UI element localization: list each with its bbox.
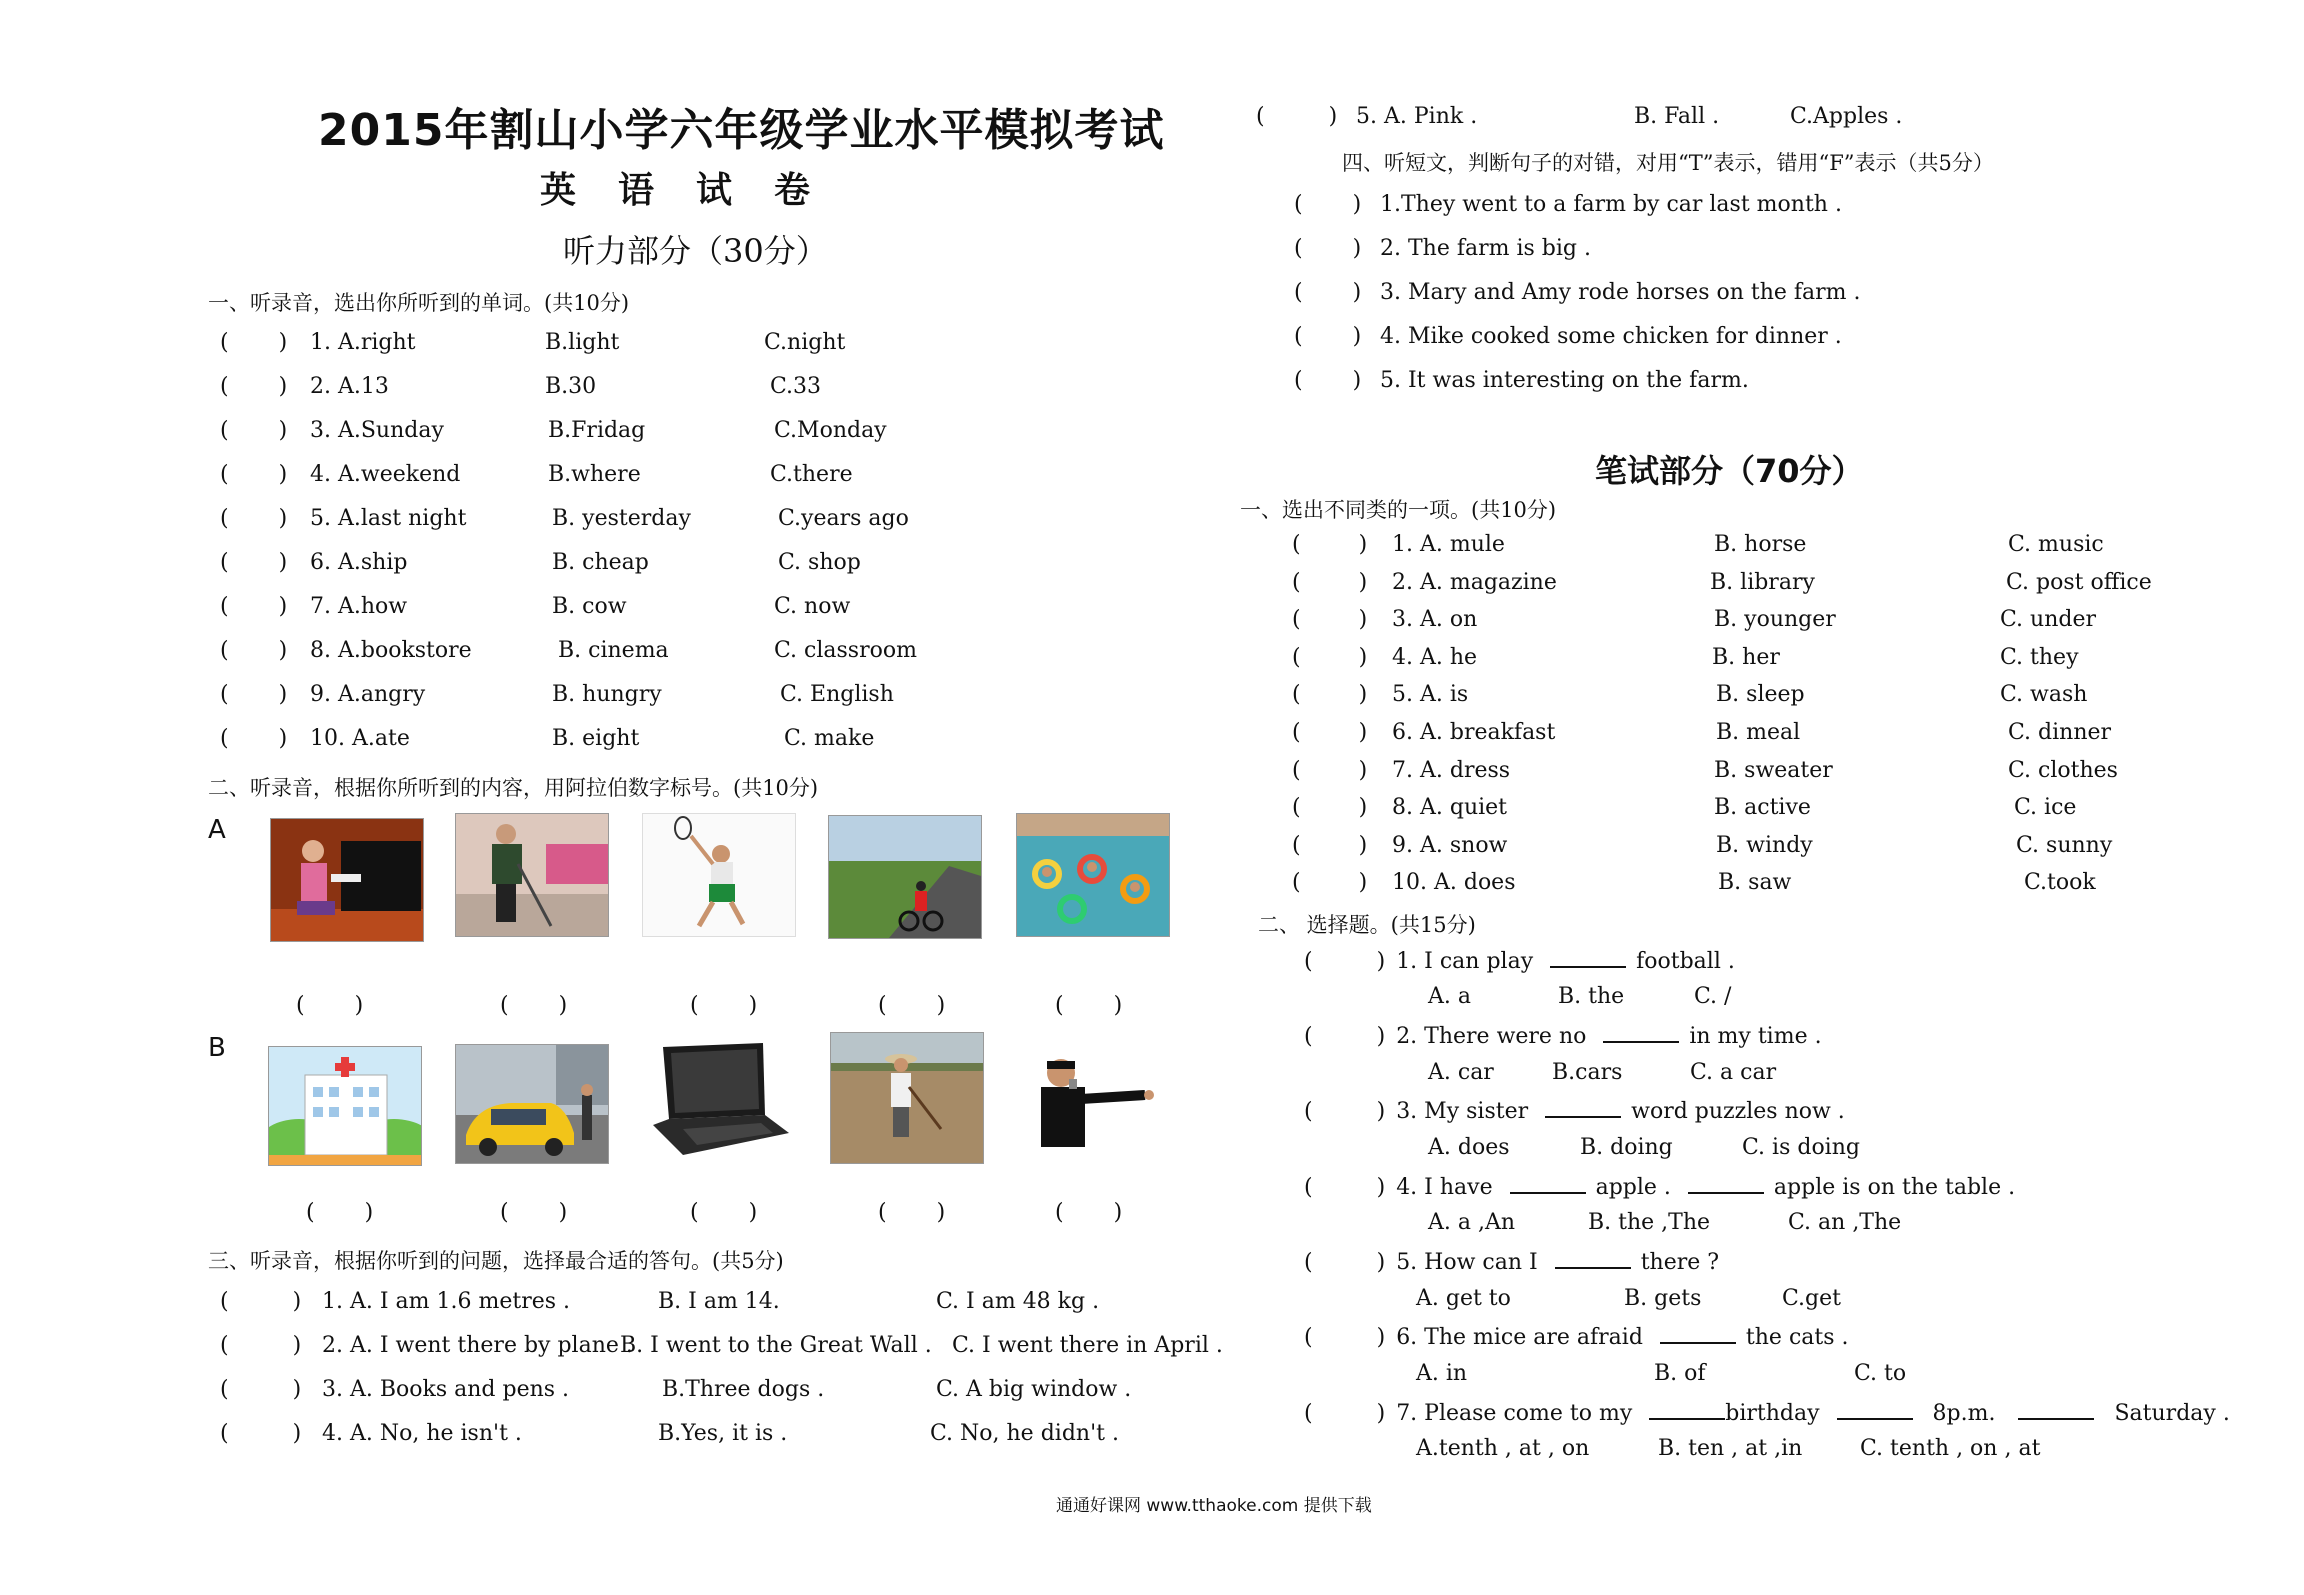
l4-item-5-answer[interactable]: ( )	[1294, 368, 1362, 393]
w1-item-7-answer[interactable]: ( )	[1292, 757, 1368, 783]
l2-a-answer-5[interactable]: ( )	[1055, 993, 1123, 1018]
w2-q1-opt-c: C. /	[1694, 984, 1732, 1009]
w1-item-3-option-a: 3. A. on	[1392, 607, 1478, 633]
l1-item-7-answer[interactable]: ( )	[220, 594, 288, 619]
l4-item-4-text: 4. Mike cooked some chicken for dinner .	[1380, 324, 1842, 349]
w1-item-10-option-c: C.took	[2024, 870, 2096, 896]
l3-item-2-option-c: C. I went there in April .	[952, 1333, 1223, 1358]
l3-item-3-option-b: B.Three dogs .	[662, 1377, 825, 1402]
l1-item-9-option-a: 9. A.angry	[310, 682, 426, 707]
l1-instruction: 一、听录音，选出你所听到的单词。(共10分)	[208, 291, 630, 315]
l1-item-8-option-b: B. cinema	[558, 638, 669, 663]
l1-item-4-option-a: 4. A.weekend	[310, 462, 461, 487]
w2-q1-opt-a: A. a	[1428, 984, 1471, 1009]
w1-item-9	[1292, 833, 1367, 858]
l3-item-1-option-b: B. I am 14.	[658, 1289, 780, 1314]
w2-q4-blank-1[interactable]	[1510, 1174, 1586, 1194]
w2-q3: ( ) 3. My sister word puzzles now .	[1304, 1099, 1845, 1124]
w2-q6-opt-b: B. of	[1654, 1361, 1706, 1386]
l3-item-4-option-a: 4. A. No, he isn't .	[322, 1421, 522, 1446]
l4-item-3-text: 3. Mary and Amy rode horses on the farm .	[1380, 280, 1861, 305]
w1-item-4	[1292, 645, 1367, 670]
w2-q5-opt-b: B. gets	[1624, 1286, 1702, 1311]
l1-item-7-option-b: B. cow	[552, 594, 627, 619]
w1-item-10-answer[interactable]: ( )	[1292, 870, 1368, 896]
w1-item-8-option-c: C. ice	[2014, 795, 2077, 821]
w1-item-9-option-b: B. windy	[1716, 832, 1813, 858]
w2-q3-opt-b: B. doing	[1580, 1135, 1673, 1160]
l1-item-5-option-c: C.years ago	[778, 506, 909, 531]
l1-item-1	[220, 330, 287, 355]
w2-q7: ( ) 7. Please come to my birthday 8p.m. Saturday .	[1304, 1401, 2230, 1426]
l2-b-answer-4[interactable]: ( )	[878, 1200, 946, 1225]
w2-q6-blank[interactable]	[1660, 1324, 1736, 1344]
w2-q6-answer[interactable]: ( )	[1304, 1325, 1386, 1350]
l1-item-8-answer[interactable]: ( )	[220, 638, 288, 663]
l2-a-answer-1[interactable]: ( )	[296, 993, 364, 1018]
w2-q1-opt-b: B. the	[1558, 984, 1625, 1009]
w2-q7-opt-c: C. tenth , on , at	[1860, 1436, 2041, 1461]
l1-item-10-answer[interactable]: ( )	[220, 726, 288, 751]
l4-item-4-answer[interactable]: ( )	[1294, 324, 1362, 349]
l1-item-3-option-b: B.Fridag	[548, 418, 646, 443]
badminton-player-picture	[642, 813, 796, 937]
w2-q5-opt-a: A. get to	[1416, 1286, 1511, 1311]
w1-item-5	[1292, 682, 1367, 707]
taxi-picture	[455, 1044, 609, 1164]
w1-item-8-option-b: B. active	[1714, 795, 1811, 821]
w2-q5-opt-c: C.get	[1782, 1286, 1841, 1311]
writing-title: 笔试部分（70分）	[1595, 452, 1864, 490]
l1-item-4-option-c: C.there	[770, 462, 853, 487]
page-subtitle: 英语试卷	[540, 170, 853, 211]
l1-item-2-answer[interactable]: ( )	[220, 374, 288, 399]
mopping-floor-picture	[455, 813, 609, 937]
w2-q2-blank[interactable]	[1603, 1023, 1679, 1043]
l2-b-answer-3[interactable]: ( )	[690, 1200, 758, 1225]
w2-q5-answer[interactable]: ( )	[1304, 1250, 1386, 1275]
l1-item-6-option-c: C. shop	[778, 550, 861, 575]
swimming-pool-picture	[1016, 813, 1170, 937]
l1-item-3-answer[interactable]: ( )	[220, 418, 288, 443]
l3-item-2-answer[interactable]: ( )	[220, 1333, 302, 1358]
w2-q1-answer[interactable]: ( )	[1304, 949, 1386, 974]
l3-item-5-option-b: B. Fall .	[1634, 104, 1720, 129]
l3-item-4-answer[interactable]: ( )	[220, 1421, 302, 1446]
listening-title: 听力部分（30分）	[563, 232, 828, 270]
w1-item-4-option-b: B. her	[1712, 644, 1780, 670]
l1-item-10	[220, 726, 287, 751]
laptop-picture	[642, 1036, 796, 1168]
w1-item-3-answer[interactable]: ( )	[1292, 607, 1368, 633]
l1-item-5	[220, 506, 287, 531]
w2-q7-blank-3[interactable]	[2018, 1400, 2094, 1420]
w1-item-2-option-b: B. library	[1710, 569, 1815, 595]
l3-item-1-answer[interactable]: ( )	[220, 1289, 302, 1314]
piano-girl-picture	[270, 818, 424, 942]
w2-q3-opt-c: C. is doing	[1742, 1135, 1860, 1160]
l1-item-3	[220, 418, 287, 443]
l1-item-9	[220, 682, 287, 707]
l3-item-4	[220, 1421, 301, 1446]
w1-item-8	[1292, 795, 1367, 820]
w2-q4-answer[interactable]: ( )	[1304, 1175, 1386, 1200]
l1-item-7-option-a: 7. A.how	[310, 594, 408, 619]
l3-item-4-option-c: C. No, he didn't .	[930, 1421, 1119, 1446]
w2-q7-opt-a: A.tenth , at , on	[1416, 1436, 1590, 1461]
l3-item-3	[220, 1377, 301, 1402]
w1-item-7	[1292, 758, 1367, 783]
w1-item-5-option-a: 5. A. is	[1392, 682, 1469, 708]
w1-item-3	[1292, 607, 1367, 632]
farmer-field-picture	[830, 1032, 984, 1164]
w2-q2-opt-a: A. car	[1428, 1060, 1494, 1085]
l3-item-4-option-b: B.Yes, it is .	[658, 1421, 788, 1446]
l3-item-2-option-a: 2. A. I went there by plane .	[322, 1333, 633, 1358]
w2-q7-opt-b: B. ten , at ,in	[1658, 1436, 1803, 1461]
cycling-road-picture	[828, 815, 982, 939]
w2-q7-blank-2[interactable]	[1837, 1400, 1913, 1420]
l1-item-2-option-a: 2. A.13	[310, 374, 389, 399]
l1-item-9-answer[interactable]: ( )	[220, 682, 288, 707]
l3-item-5-option-c: C.Apples .	[1790, 104, 1903, 129]
l3-item-5-answer[interactable]: ( )	[1256, 104, 1338, 129]
w1-item-7-option-b: B. sweater	[1714, 757, 1833, 783]
l1-item-4-answer[interactable]: ( )	[220, 462, 288, 487]
w1-item-3-option-b: B. younger	[1714, 607, 1836, 633]
w1-item-6-option-b: B. meal	[1716, 720, 1801, 745]
w2-q6-opt-c: C. to	[1854, 1361, 1907, 1386]
l4-item-5-text: 5. It was interesting on the farm.	[1380, 368, 1749, 393]
w1-item-8-option-a: 8. A. quiet	[1392, 795, 1508, 821]
l4-item-1-answer[interactable]: ( )	[1294, 192, 1362, 217]
l1-item-3-option-c: C.Monday	[774, 418, 887, 443]
l1-item-6	[220, 550, 287, 575]
w1-item-4-answer[interactable]: ( )	[1292, 644, 1368, 670]
w2-q1-blank[interactable]	[1550, 948, 1626, 968]
w1-item-1-option-a: 1. A. mule	[1392, 532, 1505, 557]
w1-item-5-answer[interactable]: ( )	[1292, 682, 1368, 708]
w2-q3-opt-a: A. does	[1428, 1135, 1510, 1160]
w2-q7-blank-1[interactable]	[1649, 1400, 1725, 1420]
l1-item-10-option-a: 10. A.ate	[310, 726, 410, 751]
l2-b-answer-1[interactable]: ( )	[306, 1200, 374, 1225]
l1-item-2-option-c: C.33	[770, 374, 822, 399]
l1-item-5-option-b: B. yesterday	[552, 506, 691, 531]
l4-item-2-text: 2. The farm is big .	[1380, 236, 1591, 261]
l1-item-10-option-c: C. make	[784, 726, 875, 751]
l2-label-a: A	[208, 815, 226, 845]
l1-item-6-option-a: 6. A.ship	[310, 550, 408, 575]
l3-item-3-answer[interactable]: ( )	[220, 1377, 302, 1402]
l4-item-4	[1294, 324, 1361, 349]
l1-item-5-option-a: 5. A.last night	[310, 506, 467, 531]
l1-item-2-option-b: B.30	[545, 374, 597, 399]
w1-item-6-option-c: C. dinner	[2008, 720, 2112, 745]
w1-item-6	[1292, 720, 1367, 745]
l1-item-1-option-b: B.light	[545, 330, 620, 355]
l2-b-answer-5[interactable]: ( )	[1055, 1200, 1123, 1225]
w1-item-1	[1292, 532, 1367, 557]
w1-item-6-answer[interactable]: ( )	[1292, 720, 1368, 745]
w1-item-10-option-a: 10. A. does	[1392, 870, 1516, 896]
w1-item-10	[1292, 870, 1367, 895]
l1-item-4	[220, 462, 287, 487]
w1-item-5-option-c: C. wash	[2000, 682, 2088, 708]
l4-item-3	[1294, 280, 1361, 305]
w1-item-5-option-b: B. sleep	[1716, 682, 1805, 708]
l3-item-3-option-c: C. A big window .	[936, 1377, 1132, 1402]
page-title: 2015年割山小学六年级学业水平模拟考试	[318, 105, 1165, 156]
l3-item-3-option-a: 3. A. Books and pens .	[322, 1377, 570, 1402]
l3-item-1-option-c: C. I am 48 kg .	[936, 1289, 1100, 1314]
w1-item-1-option-c: C. music	[2008, 532, 2104, 557]
w2-q6-opt-a: A. in	[1416, 1361, 1468, 1386]
w1-item-10-option-b: B. saw	[1718, 870, 1792, 896]
l1-item-8-option-a: 8. A.bookstore	[310, 638, 472, 663]
w1-item-9-option-c: C. sunny	[2016, 832, 2113, 858]
w2-q4-opt-a: A. a ,An	[1428, 1210, 1516, 1235]
w1-item-1-option-b: B. horse	[1714, 532, 1807, 557]
w1-instruction: 一、选出不同类的一项。(共10分)	[1240, 498, 1557, 522]
l3-instruction: 三、听录音，根据你听到的问题，选择最合适的答句。(共5分)	[208, 1249, 784, 1273]
w2-q4-opt-c: C. an ,The	[1788, 1210, 1902, 1235]
l1-item-10-option-b: B. eight	[552, 726, 640, 751]
w1-item-1-answer[interactable]: ( )	[1292, 532, 1368, 557]
w2-instruction: 二、 选择题。(共15分)	[1258, 913, 1476, 937]
l1-item-8-option-c: C. classroom	[774, 638, 917, 663]
footer: 通通好课网 www.tthaoke.com 提供下载	[1056, 1496, 1372, 1516]
w1-item-2-answer[interactable]: ( )	[1292, 569, 1368, 595]
l4-item-2-answer[interactable]: ( )	[1294, 236, 1362, 261]
l2-instruction: 二、听录音，根据你所听到的内容，用阿拉伯数字标号。(共10分)	[208, 776, 819, 800]
w1-item-2-option-a: 2. A. magazine	[1392, 569, 1557, 595]
l2-a-answer-3[interactable]: ( )	[690, 993, 758, 1018]
l4-item-5	[1294, 368, 1361, 393]
l3-item-2-option-b: B. I went to the Great Wall .	[620, 1333, 932, 1358]
w1-item-2-option-c: C. post office	[2006, 569, 2152, 595]
l1-item-7-option-c: C. now	[774, 594, 851, 619]
w2-q2-answer[interactable]: ( )	[1304, 1024, 1386, 1049]
l1-item-5-answer[interactable]: ( )	[220, 506, 288, 531]
w1-item-6-option-a: 6. A. breakfast	[1392, 720, 1556, 745]
pointing-man-picture	[1020, 1044, 1174, 1164]
w2-q5-blank[interactable]	[1555, 1249, 1631, 1269]
w2-q3-blank[interactable]	[1545, 1098, 1621, 1118]
l3-item-1-option-a: 1. A. I am 1.6 metres .	[322, 1289, 571, 1314]
l1-item-1-option-a: 1. A.right	[310, 330, 416, 355]
w2-q2-opt-c: C. a car	[1690, 1060, 1777, 1085]
w1-item-3-option-c: C. under	[2000, 607, 2096, 633]
w2-q4-opt-b: B. the ,The	[1588, 1210, 1711, 1235]
w1-item-7-option-c: C. clothes	[2008, 757, 2118, 783]
l1-item-3-option-a: 3. A.Sunday	[310, 418, 444, 443]
l1-item-1-answer[interactable]: ( )	[220, 330, 288, 355]
w2-q2-opt-b: B.cars	[1552, 1060, 1623, 1085]
l1-item-8	[220, 638, 287, 663]
l3-item-2	[220, 1333, 301, 1358]
w2-q6: ( ) 6. The mice are afraid the cats .	[1304, 1325, 1849, 1350]
l3-item-5-option-a: 5. A. Pink .	[1356, 104, 1478, 129]
l4-item-1	[1294, 192, 1361, 217]
w2-q7-answer[interactable]: ( )	[1304, 1401, 1386, 1426]
w1-item-4-option-a: 4. A. he	[1392, 644, 1478, 670]
w2-q4-blank-2[interactable]	[1688, 1174, 1764, 1194]
l2-b-answer-2[interactable]: ( )	[500, 1200, 568, 1225]
hospital-picture	[268, 1046, 422, 1166]
l1-item-6-option-b: B. cheap	[552, 550, 649, 575]
l1-item-9-option-b: B. hungry	[552, 682, 662, 707]
l1-item-4-option-b: B.where	[548, 462, 641, 487]
w2-q3-answer[interactable]: ( )	[1304, 1099, 1386, 1124]
l1-item-9-option-c: C. English	[780, 682, 894, 707]
l1-item-1-option-c: C.night	[764, 330, 846, 355]
w1-item-8-answer[interactable]: ( )	[1292, 795, 1368, 821]
l3-item-1	[220, 1289, 301, 1314]
l2-a-answer-4[interactable]: ( )	[878, 993, 946, 1018]
l1-item-7	[220, 594, 287, 619]
l3-item-5	[1256, 104, 1337, 129]
w1-item-4-option-c: C. they	[2000, 644, 2079, 670]
w1-item-9-option-a: 9. A. snow	[1392, 832, 1508, 858]
l4-item-2	[1294, 236, 1361, 261]
l1-item-6-answer[interactable]: ( )	[220, 550, 288, 575]
w1-item-2	[1292, 570, 1367, 595]
w2-q1: ( ) 1. I can play football .	[1304, 949, 1735, 974]
w1-item-7-option-a: 7. A. dress	[1392, 757, 1511, 783]
l4-instruction: 四、听短文，判断句子的对错，对用“T”表示，错用“F”表示（共5分）	[1342, 151, 1994, 175]
w2-q5: ( ) 5. How can I there ?	[1304, 1250, 1720, 1275]
l2-label-b: B	[208, 1033, 226, 1063]
l4-item-3-answer[interactable]: ( )	[1294, 280, 1362, 305]
w2-q4: ( ) 4. I have apple . apple is on the table .	[1304, 1175, 2016, 1200]
w2-q2: ( ) 2. There were no in my time .	[1304, 1024, 1822, 1049]
w1-item-9-answer[interactable]: ( )	[1292, 832, 1368, 858]
l2-a-answer-2[interactable]: ( )	[500, 993, 568, 1018]
l1-item-2	[220, 374, 287, 399]
l4-item-1-text: 1.They went to a farm by car last month .	[1380, 192, 1842, 217]
